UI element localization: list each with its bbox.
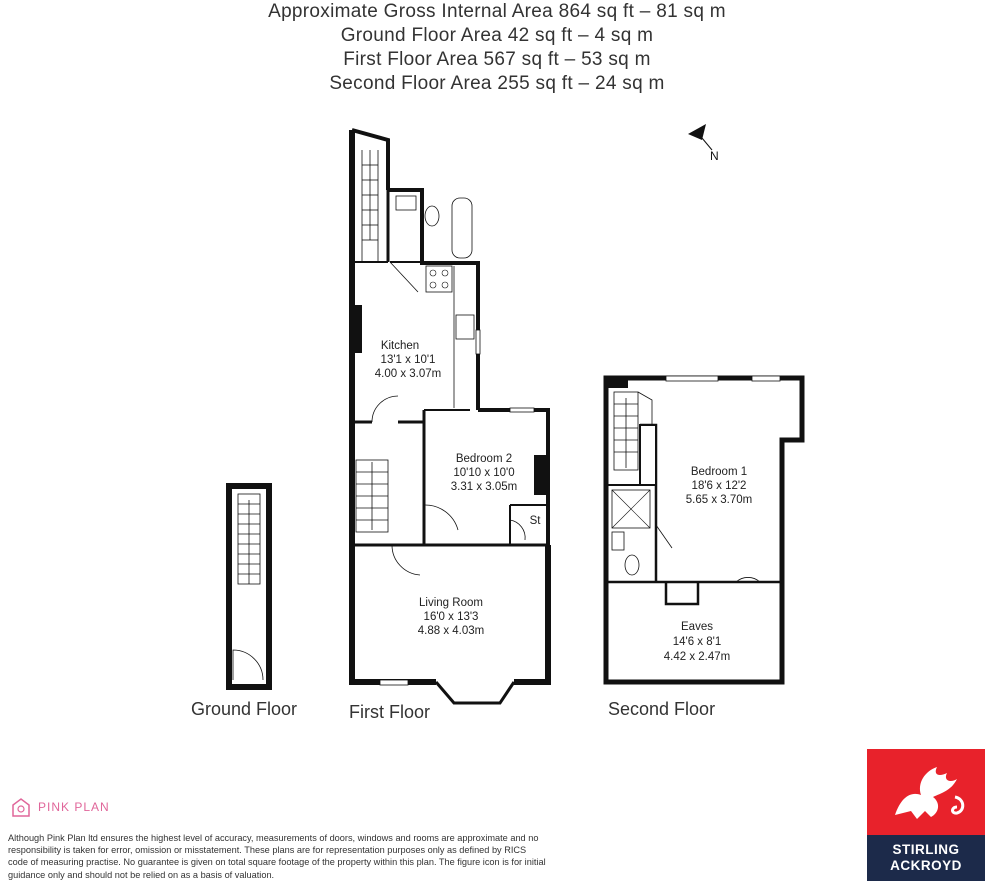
door-kitchen bbox=[372, 396, 398, 422]
bedroom1-imperial: 18'6 x 12'2 bbox=[691, 480, 747, 492]
kitchen-metric: 4.00 x 3.07m bbox=[374, 368, 442, 380]
window-bedroom2 bbox=[510, 408, 534, 412]
living-imperial: 16'0 x 13'3 bbox=[423, 611, 479, 623]
chimney-second bbox=[606, 378, 628, 388]
kitchen-imperial: 13'1 x 10'1 bbox=[380, 354, 436, 366]
living-name: Living Room bbox=[419, 597, 483, 609]
door-store bbox=[510, 520, 525, 540]
second-floor-stair-wall bbox=[640, 425, 656, 485]
brand-line-1: STIRLING bbox=[892, 842, 960, 857]
bedroom1-metric: 5.65 x 3.70m bbox=[685, 494, 753, 506]
window-living bbox=[380, 680, 408, 685]
kitchen-name: Kitchen bbox=[380, 340, 420, 352]
second-floor-area-line: Second Floor Area 255 sq ft – 24 sq m bbox=[329, 73, 665, 94]
first-floor-stairs-middle bbox=[356, 460, 388, 532]
pink-plan-name: PINK PLAN bbox=[38, 800, 110, 814]
bedroom2-imperial: 10'10 x 10'0 bbox=[453, 467, 515, 479]
eaves-imperial: 14'6 x 8'1 bbox=[672, 636, 722, 648]
pink-plan-logo bbox=[10, 796, 110, 818]
griffin-icon bbox=[881, 757, 971, 827]
bedroom2-name: Bedroom 2 bbox=[455, 453, 513, 465]
first-floor-area-line: First Floor Area 567 sq ft – 53 sq m bbox=[343, 49, 651, 70]
eaves-metric: 4.42 x 2.47m bbox=[663, 651, 731, 663]
house-icon bbox=[10, 796, 32, 818]
compass-north-label: N bbox=[710, 149, 719, 163]
hob-icon bbox=[426, 266, 452, 292]
window-bedroom1-b bbox=[752, 376, 780, 381]
living-metric: 4.88 x 4.03m bbox=[417, 625, 485, 637]
store-name: St bbox=[529, 515, 541, 527]
second-basin-icon bbox=[612, 532, 624, 550]
bedroom1-name: Bedroom 1 bbox=[690, 466, 748, 478]
second-toilet-icon bbox=[625, 555, 639, 575]
gross-area-line: Approximate Gross Internal Area 864 sq ft – 81 sq m bbox=[268, 1, 726, 22]
brand-line-2: ACKROYD bbox=[890, 858, 962, 873]
ground-floor-label: Ground Floor bbox=[191, 699, 298, 719]
second-floor-label: Second Floor bbox=[608, 699, 716, 719]
window-bedroom1-a bbox=[666, 376, 718, 381]
first-floor-stairs-top bbox=[362, 150, 378, 262]
sink-icon bbox=[456, 315, 474, 339]
chimney-breast-bedroom2 bbox=[534, 455, 548, 495]
ground-floor-door bbox=[233, 650, 263, 680]
door-bedroom2 bbox=[424, 505, 458, 530]
window-kitchen bbox=[476, 330, 480, 354]
toilet-icon bbox=[425, 206, 439, 226]
stirling-ackroyd-logo bbox=[867, 749, 985, 881]
first-floor-label: First Floor bbox=[349, 702, 430, 722]
ground-floor-area-line: Ground Floor Area 42 sq ft – 4 sq m bbox=[340, 25, 654, 46]
basin-icon bbox=[396, 196, 416, 210]
ground-floor-plan bbox=[229, 486, 269, 687]
bedroom2-metric: 3.31 x 3.05m bbox=[450, 481, 518, 493]
door-bathroom bbox=[390, 262, 418, 292]
ground-floor-stairs bbox=[238, 494, 260, 584]
disclaimer-text: Although Pink Plan ltd ensures the highest level of accuracy, measurements of doors, windows and rooms are approximate and no responsibility is taken for error, omission or misstatement. These plans are for representation purposes only as defined by RICS code of measuring practise. No guarantee is given on total square footage of the property within this plan. The figure icon is for initial guidance only and should not be relied on as a basis of valuation. bbox=[8, 833, 546, 880]
chimney-breast-first bbox=[352, 305, 362, 353]
bathtub-icon bbox=[452, 198, 472, 258]
compass-icon bbox=[688, 124, 719, 163]
eaves-name: Eaves bbox=[681, 621, 713, 633]
door-living bbox=[392, 545, 420, 575]
door-ensuite bbox=[656, 525, 672, 548]
